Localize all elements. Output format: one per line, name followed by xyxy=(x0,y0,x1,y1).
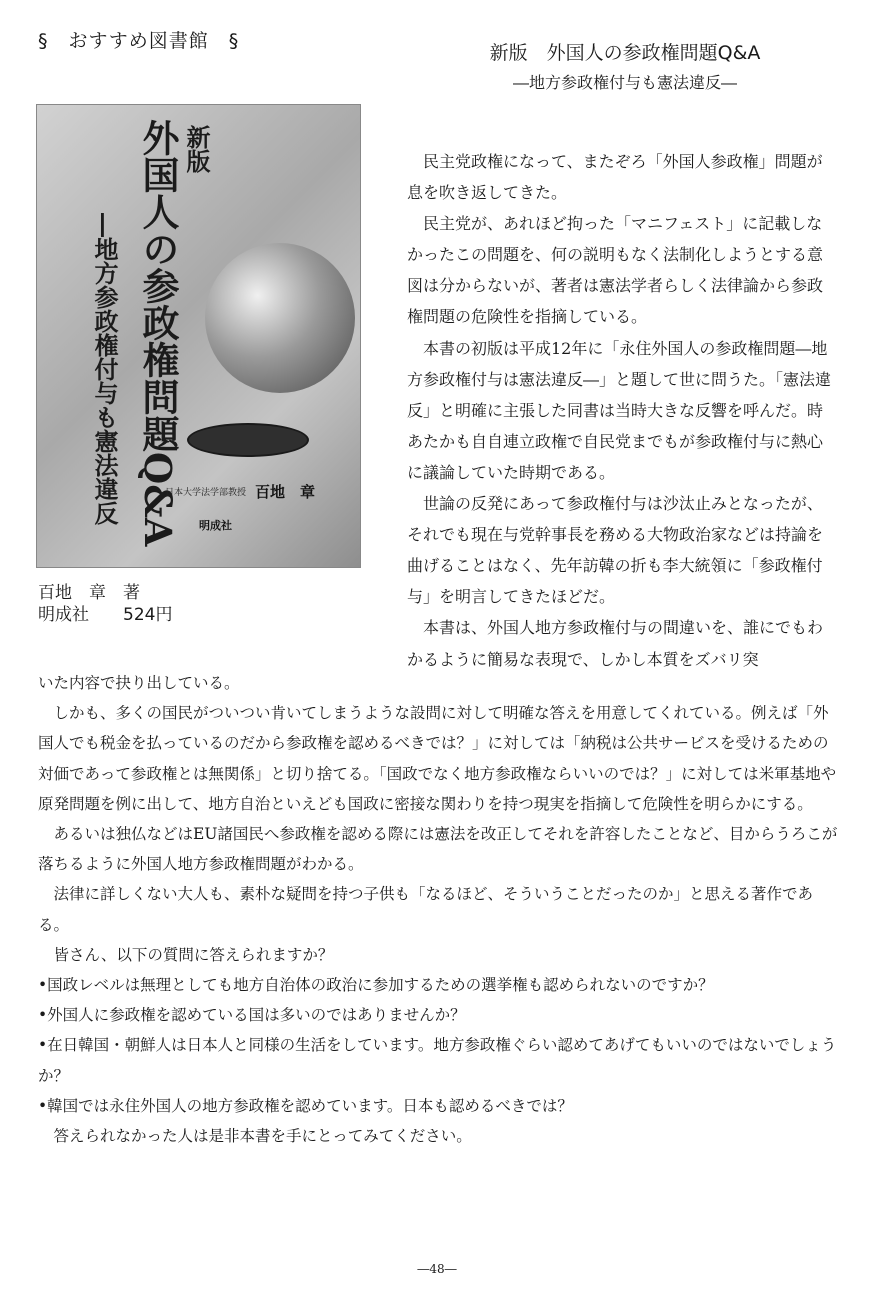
paragraph: あるいは独仏などはEU諸国民へ参政権を認める際には憲法を改正してそれを許容したことなど、目からうろこが落ちるように外国人地方参政権問題がわかる。 xyxy=(38,825,838,874)
globe-stand-icon xyxy=(187,423,309,457)
paragraph: しかも、多くの国民がついつい肯いてしまうような設問に対して明確な答えを用意してくれている。例えば「外国人でも税金を払っているのだから参政権を認めるべきでは？」に対しては「納税は公共サービスを受けるための対価であって参政権とは無関係」と切り捨てる。「国政でなく地方参政権ならいいのでは？」に対しては米軍基地や原発問題を例に出して、地方自治といえども国政に密接な関わりを持つ現実を指摘して危険性を明らかにする。 xyxy=(38,704,837,813)
paragraph: 本書は、外国人地方参政権付与の間違いを、誰にでもわかるように簡易な表現で、しかし本質をズバリ突 xyxy=(407,618,824,669)
book-title: 新版 外国人の参政権問題Q&A xyxy=(489,42,761,64)
book-cover-image xyxy=(36,104,361,568)
cover-publisher: 明成社 xyxy=(199,519,232,532)
paragraph: 法律に詳しくない大人も、素朴な疑問を持つ子供も「なるほど、そういうことだったのか」と思える著作である。 xyxy=(38,885,814,934)
caption-publisher-price: 明成社 524円 xyxy=(38,605,173,625)
paragraph: いた内容で抉り出している。 xyxy=(38,674,240,692)
question-item: •外国人に参政権を認めている国は多いのではありませんか？ xyxy=(38,1006,466,1025)
review-column-text xyxy=(407,146,835,675)
paragraph: 世論の反発にあって参政権付与は沙汰止みとなったが、それでも現在与党幹事長を務める大物政治家などは持論を曲げることはなく、先年訪韓の折も李大統領に「参政権付与」を明言してきたほどだ。 xyxy=(407,494,824,607)
paragraph: 本書の初版は平成12年に「永住外国人の参政権問題―地方参政権付与は憲法違反―」と題して世に問うた。「憲法違反」と明確に主張した同書は当時大きな反響を呼んだ。時あたかも自自連立政権で自民党までもが参政権付与に熱心に議論していた時期である。 xyxy=(407,338,832,482)
globe-icon xyxy=(205,243,355,393)
cover-title: 外国人の参政権問題Q&A xyxy=(136,119,180,547)
page-number: ―48― xyxy=(417,1262,457,1276)
cover-author: 百地 章 xyxy=(255,483,316,501)
caption-author: 百地 章 著 xyxy=(38,583,140,603)
cover-subtitle: ―地方参政権付与も憲法違反 xyxy=(90,213,119,525)
question-item: •韓国では永住外国人の地方参政権を認めています。日本も認めるべきでは？ xyxy=(38,1096,573,1115)
paragraph: 民主党政権になって、またぞろ「外国人参政権」問題が息を吹き返してきた。 xyxy=(407,152,823,203)
cover-edition: 新版 xyxy=(182,125,211,173)
question-item: •在日韓国・朝鮮人は日本人と同様の生活をしています。地方参政権ぐらい認めてあげてもいいのではないでしょうか？ xyxy=(38,1036,837,1085)
cover-author-affiliation: 日本大学法学部教授 xyxy=(165,488,247,498)
paragraph: 民主党が、あれほど拘った「マニフェスト」に記載しなかったこの問題を、何の説明もなく法制化しようとする意図は分からないが、著者は憲法学者らしく法律論から参政権問題の危険性を指摘している。 xyxy=(407,214,824,327)
paragraph: 皆さん、以下の質問に答えられますか？ xyxy=(53,945,334,964)
review-full-width-text xyxy=(38,668,838,1151)
section-label: § おすすめ図書館 § xyxy=(38,30,240,52)
question-item: •国政レベルは無理としても地方自治体の政治に参加するための選挙権も認められないのですか？ xyxy=(38,976,714,995)
book-subtitle: ―地方参政権付与も憲法違反― xyxy=(512,73,737,92)
closing-line: 答えられなかった人は是非本書を手にとってみてください。 xyxy=(53,1127,472,1146)
